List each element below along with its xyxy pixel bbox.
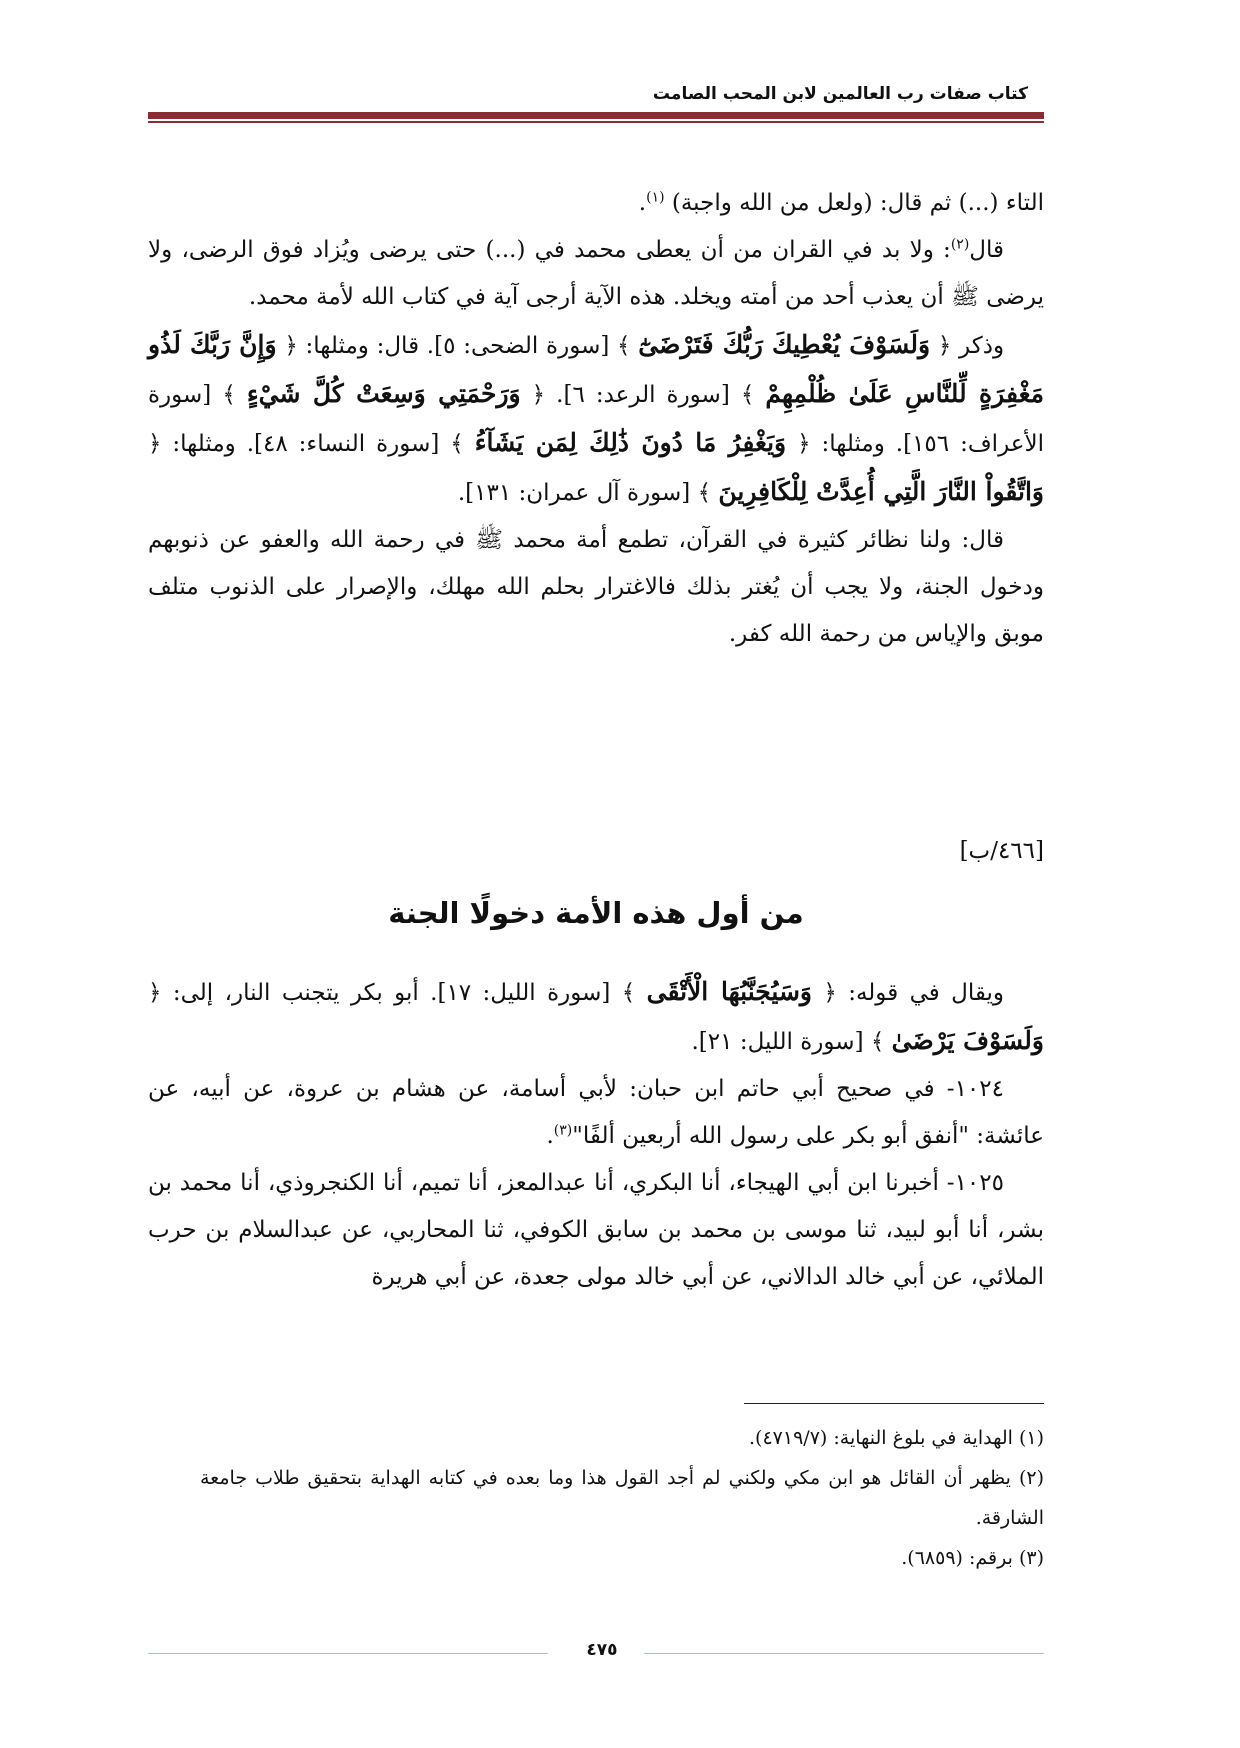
- page-number: ٤٧٥: [586, 1640, 618, 1660]
- footnote-3: (٣) برقم: (٦٨٥٩).: [901, 1547, 1044, 1569]
- section-heading: من أول هذه الأمة دخولًا الجنة: [388, 896, 804, 930]
- quran-verse: وَرَحْمَتِي وَسِعَتْ كُلَّ شَيْءٍ: [246, 379, 521, 408]
- manuscript-folio-marker: [٤٦٦/ب]: [959, 838, 1044, 864]
- footnotes: [200, 1418, 1044, 1578]
- paragraph-4: قال: ولنا نظائر كثيرة في القرآن، تطمع أمة محمد ﷺ في رحمة الله والعفو عن ذنوبهم ودخول الجنة، ولا يجب أن يُغتر بذلك فالاغترار بحلم الله مهلك، والإصرار على الذنوب متلف موبق والإياس من رحمة الله كفر.: [148, 527, 1044, 647]
- footnote-ref-1[interactable]: (١): [646, 189, 665, 206]
- quran-verse: وَلَسَوْفَ يَرْضَىٰ: [891, 1026, 1044, 1055]
- hadith-1024: ١٠٢٤- في صحيح أبي حاتم ابن حبان: لأبي أسامة، عن هشام بن عروة، عن أبيه، عن عائشة: "أنفق أبو بكر على رسول الله أربعين ألفًا"$^{(٣)}$.: [148, 1076, 1044, 1149]
- footer-rule-left: [148, 1653, 548, 1654]
- paragraph-5: ويقال في قوله: ﴿ وَسَيُجَنَّبُهَا الْأَتْقَى ﴾ [سورة الليل: ١٧]. أبو بكر يتجنب النار، إلى: ﴿ وَلَسَوْفَ يَرْضَىٰ ﴾ [سورة الليل: ٢١].: [148, 977, 1044, 1055]
- footnote-1: (١) الهداية في بلوغ النهاية: (٤٧١٩/٧).: [749, 1427, 1044, 1449]
- header-rule-thick: [148, 112, 1044, 119]
- paragraph-2: قال$^{(٢)}$: ولا بد في القران من أن يعطى محمد في (...) حتى يرضى ويُزاد فوق الرضى، ولا يرضى ﷺ أن يعذب أحد من أمته ويخلد. هذه الآية أرجى آية في كتاب الله لأمة محمد.: [148, 236, 1044, 310]
- body-text-upper: [148, 180, 1044, 658]
- running-head: كتاب صفات رب العالمين لابن المحب الصامت: [652, 84, 1028, 104]
- footnote-ref-2[interactable]: (٢): [950, 236, 970, 253]
- footnote-2: (٢) يظهر أن القائل هو ابن مكي ولكني لم أجد القول هذا وما بعده في كتابه الهداية بتحقيق طلاب جامعة الشارقة.: [200, 1467, 1044, 1529]
- footnote-ref-3[interactable]: (٣): [553, 1122, 573, 1139]
- quran-verse: وَلَسَوْفَ يُعْطِيكَ رَبُّكَ فَتَرْضَىٰٓ: [638, 330, 931, 359]
- quran-verse: وَيَغْفِرُ مَا دُونَ ذَٰلِكَ لِمَن يَشَآءُ: [474, 428, 787, 457]
- footnote-separator: [744, 1403, 1044, 1404]
- paragraph-1: التاء (...) ثم قال: (ولعل من الله واجبة) $^{(١)}$.: [638, 189, 1044, 216]
- paragraph-3: وذكر ﴿ وَلَسَوْفَ يُعْطِيكَ رَبُّكَ فَتَرْضَىٰٓ ﴾ [سورة الضحى: ٥]. قال: ومثلها: ﴿ وَإِنَّ رَبَّكَ لَذُو مَغْفِرَةٍ لِّلنَّاسِ عَلَىٰ ظُلْمِهِمْ ﴾ [سورة الرعد: ٦]. ﴿ وَرَحْمَتِي وَسِعَتْ كُلَّ شَيْءٍ ﴾ [سورة الأعراف: ١٥٦]. ومثلها: ﴿ وَيَغْفِرُ مَا دُونَ ذَٰلِكَ لِمَن يَشَآءُ ﴾ [سورة النساء: ٤٨]. ومثلها: ﴿ وَاتَّقُواْ النَّارَ الَّتِي أُعِدَّتْ لِلْكَافِرِينَ ﴾ [سورة آل عمران: ١٣١].: [148, 330, 1045, 506]
- body-text-lower: [148, 968, 1044, 1301]
- quran-verse: وَسَيُجَنَّبُهَا الْأَتْقَى: [646, 977, 812, 1006]
- quran-verse: وَاتَّقُواْ النَّارَ الَّتِي أُعِدَّتْ لِلْكَافِرِينَ: [718, 477, 1044, 506]
- hadith-1025: ١٠٢٥- أخبرنا ابن أبي الهيجاء، أنا البكري، أنا عبدالمعز، أنا تميم، أنا الكنجروذي، أنا محمد بن بشر، أنا أبو لبيد، ثنا موسى بن محمد بن سابق الكوفي، ثنا المحاربي، عن عبدالسلام بن حرب الملائي، عن أبي خالد الدالاني، عن أبي خالد مولى جعدة، عن أبي هريرة: [148, 1170, 1044, 1290]
- header-rule-thin: [148, 121, 1044, 123]
- footer-rule-right: [644, 1653, 1044, 1654]
- quran-verse: وَإِنَّ رَبَّكَ لَذُو مَغْفِرَةٍ لِّلنَّاسِ عَلَىٰ ظُلْمِهِمْ: [148, 330, 1045, 408]
